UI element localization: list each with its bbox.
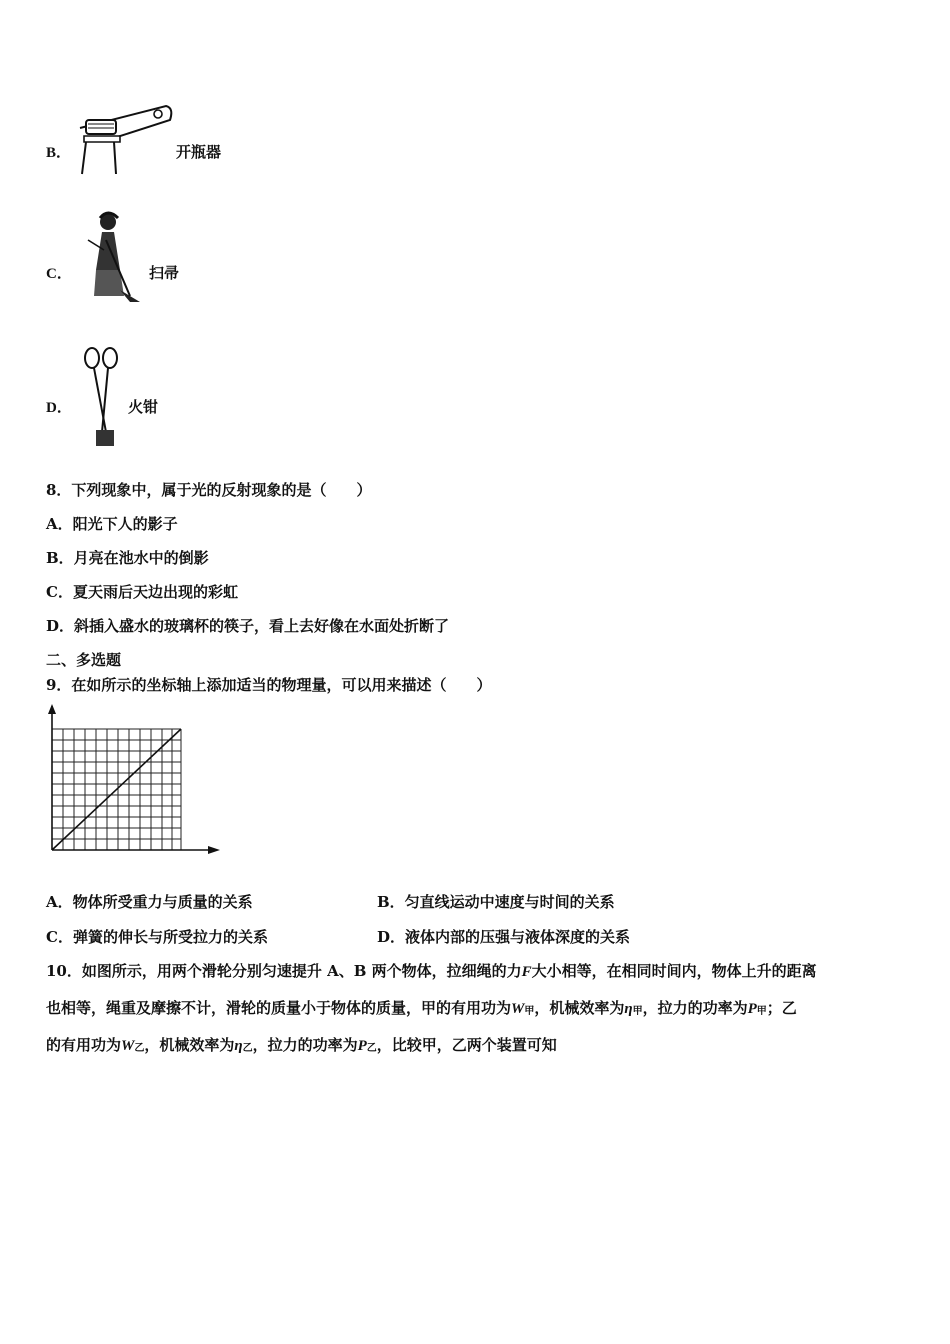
broom-sweeper-icon xyxy=(80,210,146,304)
q8-option-a: A．阳光下人的影子 xyxy=(46,515,178,533)
option-d-text: 火钳 xyxy=(128,398,159,416)
q8-stem: 8．下列现象中，属于光的反射现象的是（ ） xyxy=(46,481,372,499)
q9-option-b: B．匀直线运动中速度与时间的关系 xyxy=(377,893,615,911)
q10-line-2: 也相等，绳重及摩擦不计，滑轮的质量小于物体的质量，甲的有用功为W甲，机械效率为η甲，拉力的功率为P甲；乙 xyxy=(46,999,797,1017)
q9-option-c: C．弹簧的伸长与所受拉力的关系 xyxy=(46,928,268,946)
option-c-text: 扫帚 xyxy=(149,264,180,282)
q9-option-d: D．液体内部的压强与液体深度的关系 xyxy=(377,928,631,946)
y-axis-arrow xyxy=(48,704,56,714)
option-b-label: B． xyxy=(46,145,72,161)
bottle-opener-icon xyxy=(74,100,174,178)
section-title: 二、多选题 xyxy=(46,651,122,669)
q8-option-d: D．斜插入盛水的玻璃杯的筷子，看上去好像在水面处折断了 xyxy=(46,617,450,635)
x-axis-arrow xyxy=(208,846,220,854)
q10-line-3: 的有用功为W乙，机械效率为η乙，拉力的功率为P乙，比较甲，乙两个装置可知 xyxy=(46,1036,557,1054)
q9-stem: 9．在如所示的坐标轴上添加适当的物理量，可以用来描述（ ） xyxy=(46,676,492,694)
q9-option-a: A．物体所受重力与质量的关系 xyxy=(46,893,253,911)
graph-figure xyxy=(44,702,224,858)
option-c-label: C． xyxy=(46,266,72,282)
q8-option-c: C．夏天雨后天边出现的彩虹 xyxy=(46,583,238,601)
option-d-label: D． xyxy=(46,400,72,416)
fire-tongs-icon xyxy=(80,346,124,450)
q8-option-b: B．月亮在池水中的倒影 xyxy=(46,549,209,567)
q10-line-1: 10．如图所示，用两个滑轮分别匀速提升 A、B 两个物体，拉细绳的力F大小相等，在相同时间内，物体上升的距离 xyxy=(46,962,817,980)
option-b-text: 开瓶器 xyxy=(176,143,222,161)
